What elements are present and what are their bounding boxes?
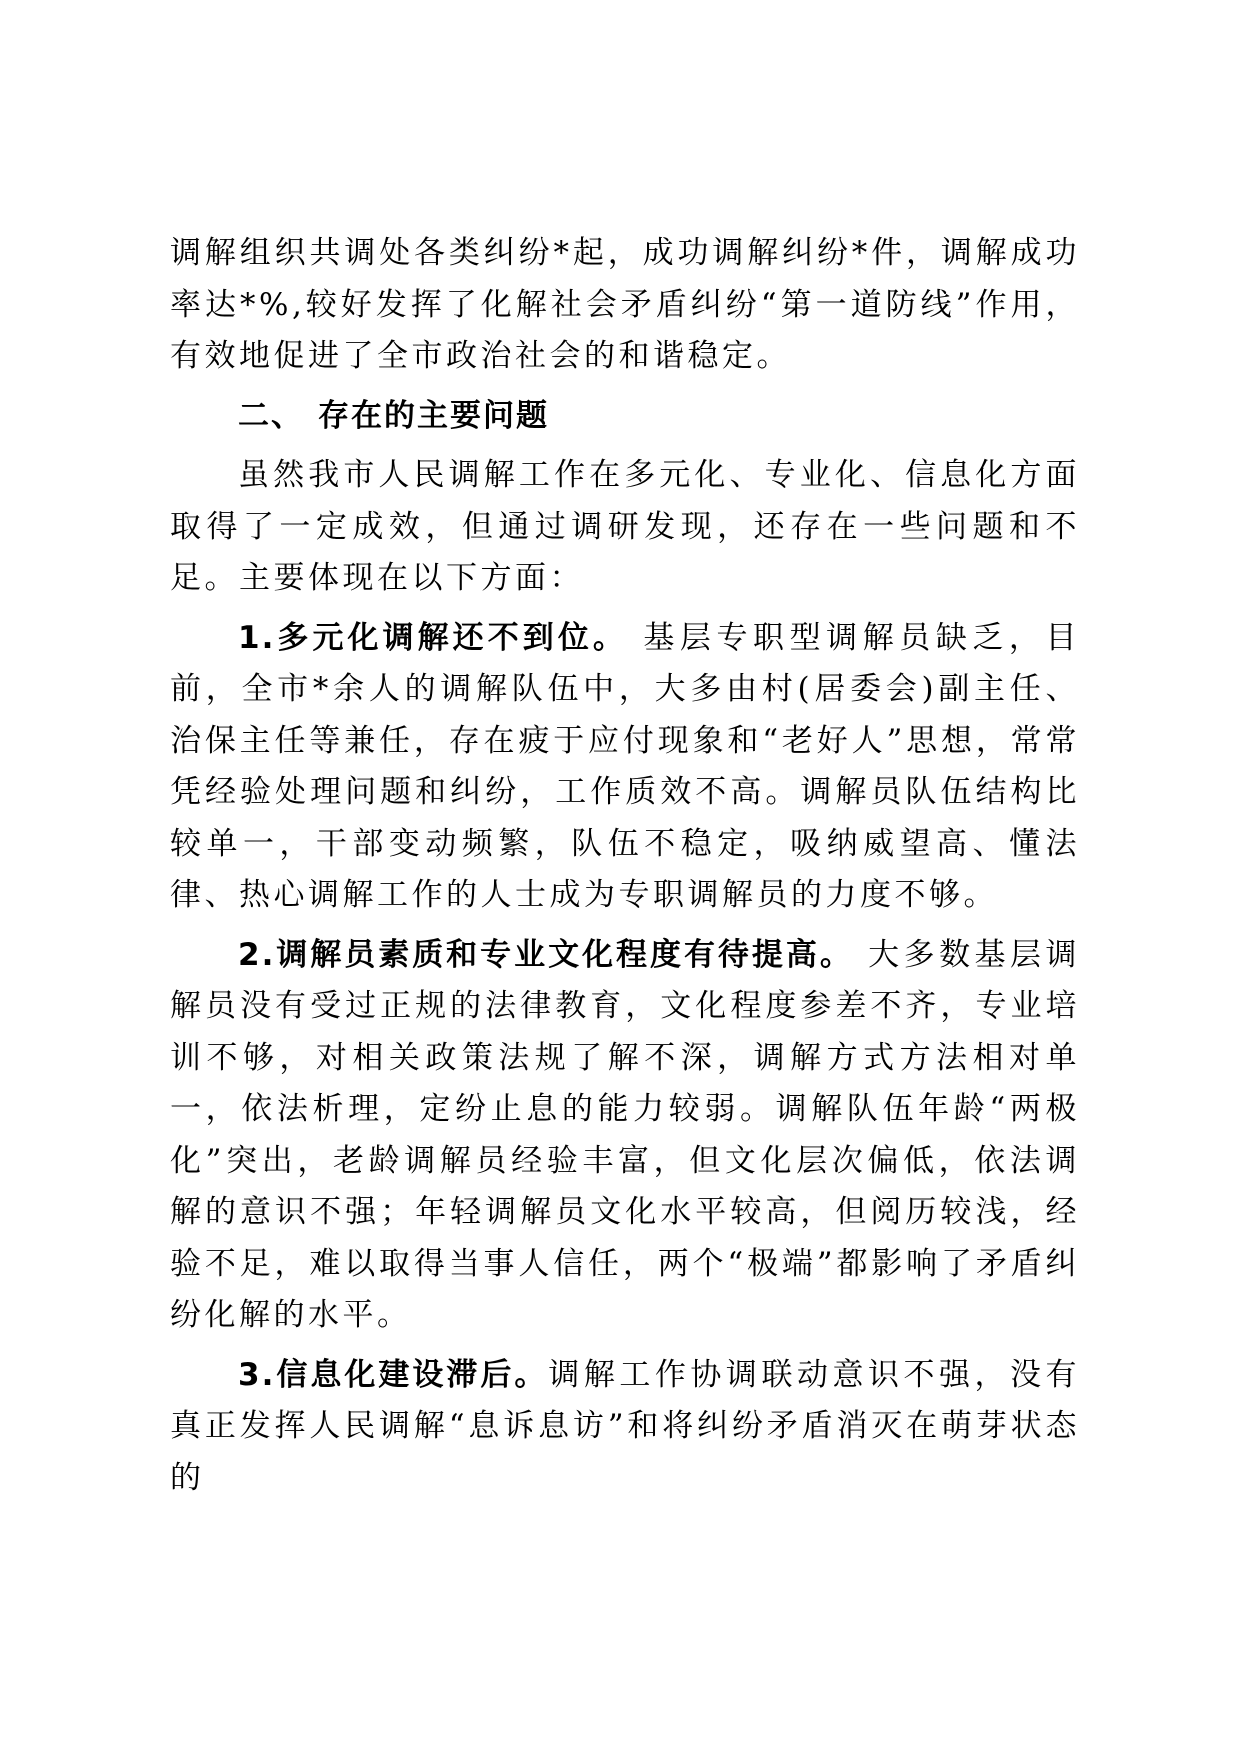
paragraph-intro: 虽然我市人民调解工作在多元化、专业化、信息化方面取得了一定成效，但通过调研发现，还存在一些问题和不足。主要体现在以下方面： bbox=[170, 457, 1080, 596]
item-3-lead: 3.信息化建设滞后。 bbox=[238, 1356, 549, 1393]
paragraph-continuation: 调解组织共调处各类纠纷*起，成功调解纠纷*件，调解成功率达*%,较好发挥了化解社会矛盾纠纷“第一道防线”作用，有效地促进了全市政治社会的和谐稳定。 bbox=[170, 235, 1080, 374]
document-body bbox=[170, 228, 1080, 1512]
section-heading bbox=[170, 391, 1080, 443]
section-heading-text: 存在的主要问题 bbox=[318, 397, 549, 434]
item-2-lead: 2.调解员素质和专业文化程度有待提高。 bbox=[238, 936, 854, 973]
paragraph-item-1 bbox=[170, 613, 1080, 922]
section-heading-number: 二、 bbox=[238, 397, 304, 434]
paragraph-item-2 bbox=[170, 930, 1080, 1342]
paragraph-item-3 bbox=[170, 1350, 1080, 1505]
item-3-body: 调解工作协调联动意识不强，没有真正发挥人民调解“息诉息访”和将纠纷矛盾消灭在萌芽状态的 bbox=[170, 1356, 1080, 1496]
item-2-body: 大多数基层调解员没有受过正规的法律教育，文化程度参差不齐，专业培训不够，对相关政策法规了解不深，调解方式方法相对单一，依法析理，定纷止息的能力较弱。调解队伍年龄“两极化”突出，老龄调解员经验丰富，但文化层次偏低，依法调解的意识不强；年轻调解员文化水平较高，但阅历较浅，经验不足，难以取得当事人信任，两个“极端”都影响了矛盾纠纷化解的水平。 bbox=[170, 936, 1080, 1333]
item-1-lead: 1.多元化调解还不到位。 bbox=[238, 619, 628, 656]
item-1-body: 基层专职型调解员缺乏，目前，全市*余人的调解队伍中，大多由村(居委会)副主任、治保主任等兼任，存在疲于应付现象和“老好人”思想，常常凭经验处理问题和纠纷，工作质效不高。调解员队伍结构比较单一，干部变动频繁，队伍不稳定，吸纳威望高、懂法律、热心调解工作的人士成为专职调解员的力度不够。 bbox=[170, 619, 1080, 913]
